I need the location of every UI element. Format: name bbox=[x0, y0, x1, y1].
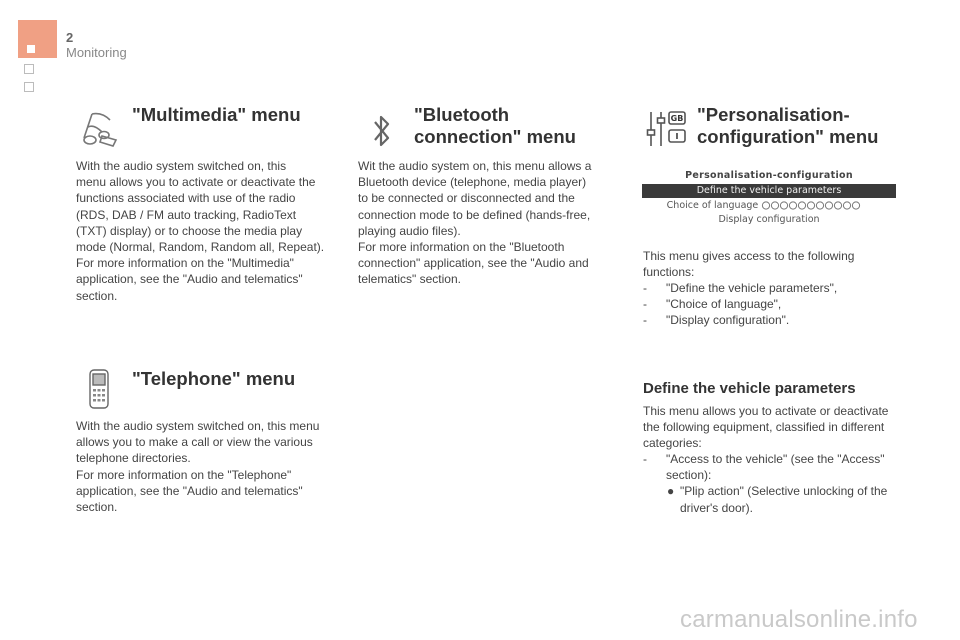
list-item: - "Choice of language", bbox=[643, 297, 782, 312]
vehicle-parameters-intro: This menu allows you to activate or deactivate the following equipment, classified in different categories: bbox=[643, 404, 889, 451]
telephone-description: With the audio system switched on, this menu allows you to make a call or view the various telephone directories. For more information on the "Telephone" application, see the "Audio and telematics" section. bbox=[76, 419, 320, 515]
language-flags-icon bbox=[761, 201, 871, 210]
chapter-tab bbox=[18, 20, 57, 58]
bluetooth-description: Wit the audio system on, this menu allows a Bluetooth device (telephone, media player) to be connected or disconnected and the connection mode to be defined (hands-free, playing audio files). For more information on the "Bluetooth connection" application, see the "Audio and telematics" section. bbox=[358, 159, 592, 287]
language-code-bottom: I bbox=[675, 132, 679, 141]
page-number: 2 bbox=[66, 30, 74, 45]
chapter-mark-icon bbox=[27, 45, 35, 53]
settings-sliders-icon bbox=[646, 110, 692, 148]
screen-item-display: Display configuration bbox=[718, 214, 820, 225]
watermark: carmanualsonline.info bbox=[680, 606, 918, 633]
bullet-icon: ● bbox=[667, 484, 675, 499]
chapter-tab-empty bbox=[24, 82, 34, 92]
telephone-title: "Telephone" menu bbox=[132, 368, 296, 389]
personalisation-title: "Personalisation- configuration" menu bbox=[697, 104, 879, 147]
multimedia-title: "Multimedia" menu bbox=[132, 104, 301, 125]
phone-icon bbox=[88, 368, 110, 410]
bluetooth-icon bbox=[370, 110, 394, 152]
screen-item-language bbox=[642, 200, 896, 211]
language-code-top: GB bbox=[670, 114, 684, 123]
personalisation-intro: This menu gives access to the following functions: bbox=[643, 249, 855, 280]
menu-screen-preview bbox=[642, 168, 896, 230]
chapter-tab-empty bbox=[24, 64, 34, 74]
list-item: - "Display configuration". bbox=[643, 313, 790, 328]
list-item: - "Define the vehicle parameters", bbox=[643, 281, 838, 295]
list-subitem: ● "Plip action" (Selective unlocking of the driver's door). bbox=[667, 484, 888, 515]
screen-item-language-label: Choice of language bbox=[666, 200, 759, 211]
screen-item-vehicle-parameters: Define the vehicle parameters bbox=[642, 184, 896, 198]
personalisation-list bbox=[643, 280, 903, 329]
screen-title: Personalisation-configuration bbox=[685, 170, 853, 181]
multimedia-description: With the audio system switched on, this menu allows you to activate or deactivate the functions associated with use of the radio (RDS, DAB / FM auto tracking, RadioText (TXT) display) or to choose the media play mode (Normal, Random, Random all, Repeat). For more information on the "Multimedia" application, see the "Audio and telematics" section. bbox=[76, 159, 325, 303]
section-name: Monitoring bbox=[66, 45, 127, 60]
bluetooth-title: "Bluetooth connection" menu bbox=[414, 104, 576, 147]
vehicle-parameters-list bbox=[643, 451, 903, 516]
vehicle-parameters-heading: Define the vehicle parameters bbox=[643, 380, 856, 397]
list-item: - "Access to the vehicle" (see the "Access" section): bbox=[643, 452, 885, 483]
multimedia-icon bbox=[80, 110, 120, 148]
